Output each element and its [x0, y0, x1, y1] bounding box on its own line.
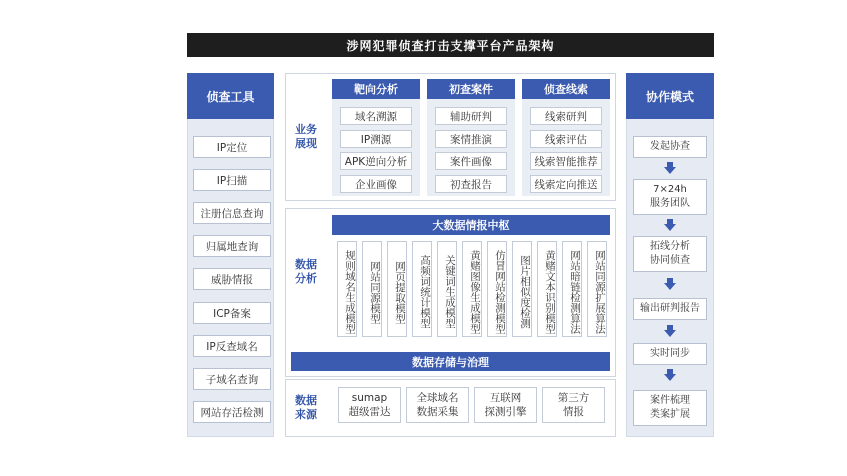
model-item[interactable]: 关键词生成模型 [437, 241, 457, 337]
business-item[interactable]: 域名溯源 [340, 107, 412, 125]
arrow-down-icon [664, 219, 676, 231]
storage-bar: 数据存储与治理 [291, 352, 610, 371]
business-item[interactable]: 案情推演 [435, 130, 507, 148]
arrow-down-icon [664, 278, 676, 290]
tool-item[interactable]: 注册信息查询 [193, 202, 271, 224]
model-item[interactable]: 规则域名生成模型 [337, 241, 357, 337]
mode-line: 服务团队 [650, 198, 690, 209]
model-item[interactable]: 黄赌文本识别模型 [537, 241, 557, 337]
source-line: 第三方 [557, 392, 590, 404]
mode-line: 案件梳理 [650, 395, 690, 406]
source-line: 情报 [563, 406, 584, 418]
mode-line: 输出研判报告 [640, 303, 700, 314]
mode-item[interactable] [633, 343, 707, 365]
source-line: 探测引擎 [484, 406, 527, 418]
source-line: 互联网 [489, 392, 522, 404]
label-line: 数据 [295, 258, 317, 271]
business-label [291, 123, 321, 151]
mode-item[interactable] [633, 236, 707, 272]
source-line: sumap [351, 392, 388, 404]
mode-item[interactable] [633, 390, 707, 426]
tool-item[interactable]: 网站存活检测 [193, 401, 271, 423]
label-line: 数据 [295, 394, 317, 407]
mode-item[interactable] [633, 179, 707, 215]
tool-item[interactable]: IP定位 [193, 136, 271, 158]
tool-item[interactable]: 子域名查询 [193, 368, 271, 390]
business-item[interactable]: 案件画像 [435, 152, 507, 170]
modes-header: 协作模式 [626, 73, 714, 119]
mode-item[interactable] [633, 298, 707, 320]
source-item[interactable] [406, 387, 469, 423]
business-item[interactable]: 线索评估 [530, 130, 602, 148]
mode-line: 发起协查 [650, 141, 690, 152]
tool-item[interactable]: ICP备案 [193, 302, 271, 324]
tool-item[interactable]: 归属地查询 [193, 235, 271, 257]
model-item[interactable]: 网站暗链检测算法 [562, 241, 582, 337]
mode-line: 实时同步 [650, 348, 690, 359]
mode-line: 7×24h [653, 184, 687, 195]
analysis-label [291, 258, 321, 286]
model-item[interactable]: 图片相似度检测 [512, 241, 532, 337]
arrow-down-icon [664, 162, 676, 174]
label-line: 业务 [295, 123, 317, 136]
source-line: 超级雷达 [348, 406, 391, 418]
arrow-down-icon [664, 325, 676, 337]
mode-line: 拓线分析 [650, 241, 690, 252]
column-header: 初查案件 [427, 79, 515, 99]
page-title: 涉网犯罪侦查打击支撑平台产品架构 [187, 33, 714, 57]
tool-item[interactable]: IP扫描 [193, 169, 271, 191]
sources-label [291, 394, 321, 422]
business-item[interactable]: IP溯源 [340, 130, 412, 148]
business-item[interactable]: 线索定向推送 [530, 175, 602, 193]
business-item[interactable]: 线索智能推荐 [530, 152, 602, 170]
label-line: 展现 [295, 137, 317, 150]
source-item[interactable] [338, 387, 401, 423]
model-item[interactable]: 黄赌图像生成模型 [462, 241, 482, 337]
mode-line: 类案扩展 [650, 409, 690, 420]
business-item[interactable]: 初查报告 [435, 175, 507, 193]
source-item[interactable] [542, 387, 605, 423]
column-header: 靶向分析 [332, 79, 420, 99]
model-item[interactable]: 仿冒网站检测模型 [487, 241, 507, 337]
tool-item[interactable]: 威胁情报 [193, 268, 271, 290]
business-item[interactable]: 企业画像 [340, 175, 412, 193]
business-item[interactable]: APK逆向分析 [340, 152, 412, 170]
column-header: 侦查线索 [522, 79, 610, 99]
label-line: 分析 [295, 272, 317, 285]
tool-item[interactable]: IP反查域名 [193, 335, 271, 357]
source-line: 数据采集 [416, 406, 459, 418]
model-item[interactable]: 网页提取模型 [387, 241, 407, 337]
label-line: 来源 [295, 408, 317, 421]
business-item[interactable]: 线索研判 [530, 107, 602, 125]
tools-header: 侦查工具 [187, 73, 274, 119]
mode-line: 协同侦查 [650, 255, 690, 266]
business-item[interactable]: 辅助研判 [435, 107, 507, 125]
source-item[interactable] [474, 387, 537, 423]
mode-item[interactable] [633, 136, 707, 158]
model-item[interactable]: 高频词统计模型 [412, 241, 432, 337]
intel-hub-header: 大数据情报中枢 [332, 215, 610, 235]
model-item[interactable]: 网站同源扩展算法 [587, 241, 607, 337]
model-item[interactable]: 网站同源模型 [362, 241, 382, 337]
source-line: 全球域名 [416, 392, 459, 404]
arrow-down-icon [664, 369, 676, 381]
